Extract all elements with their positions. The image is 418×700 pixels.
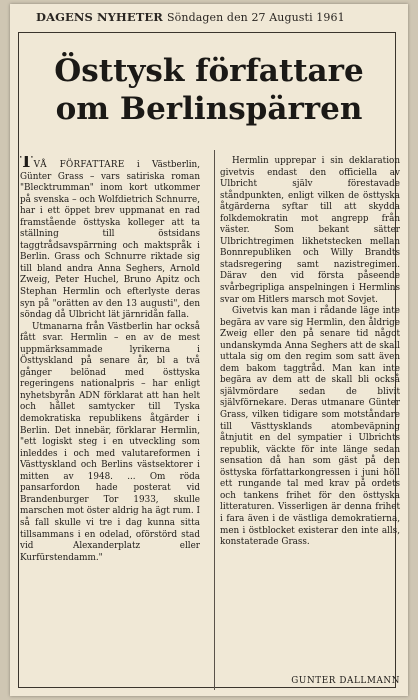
lead-in: VÅ FÖRFATTARE <box>33 160 125 170</box>
paragraph: Givetvis kan man i rådande läge inte begära av vare sig Hermlin, den åldrige Zweig eller den på senare tid något undanskymda Anna Seghers att de skall uttala sig om den regim som satt även dem bakom taggtråd. Man kan inte begära av dem att de skall bli också självmördare sedan de blivit självförnekare. Deras utmanare Günter Grass, vilken tidigare som motståndare till Västtysklands atombeväpning åtnjutit en del sympatier i Ulbrichts republik, väckte för inte länge sedan sensation då han som gäst på den östtyska författarkongressen i juni höll ett rungande tal med krav på ordets och tankens frihet för den östtyska litteraturen. Visserligen är denna frihet i fara även i de västliga demokratierna, men i östblocket existerar den inte alls, konstaterade Grass. <box>220 306 400 548</box>
issue-date: Söndagen den 27 Augusti 1961 <box>167 11 345 24</box>
drop-cap: T <box>20 156 33 172</box>
article-column-left <box>20 156 200 691</box>
headline-line-1: Östtysk författare <box>54 53 364 89</box>
column-divider <box>214 150 215 690</box>
paragraph-text: i Västberlin, Günter Grass – vars satiriska roman "Blecktrumman" inom kort utkommer på svenska – och Wolfdietrich Schnurre, har i ett öppet brev uppmanat en rad framstående östtyska kolleger att ta ställning till östsidans taggtrådsavspärrning och maktspråk i Berlin. Grass och Schnurre riktade sig till bland andra Anna Seghers, Arnold Zweig, Peter Huchel, Bruno Apitz och Stephan Hermlin och efterlyste deras syn på "orätten av den 13 augusti", den söndag då Ulbricht lät järnridån falla. <box>20 160 200 321</box>
paragraph: Hermlin upprepar i sin deklaration givetvis endast den officiella av Ulbricht själv förestavade ståndpunkten, enligt vilken de östtyska åtgärderna syftar till att skydda folkdemokratin mot angrepp från väster. Som bekant sätter Ulbrichtregimen likhetstecken mellan Bonnrepubliken och Willy Brandts stadsregering samt nazistregimen. Därav den vid första påseende svårbegripliga anspelningen i Hermlins svar om Hitlers marsch mot Sovjet. <box>220 156 400 305</box>
article-column-right <box>220 156 400 691</box>
newspaper-clipping <box>10 4 408 696</box>
dateline <box>36 10 386 28</box>
headline <box>32 52 386 128</box>
byline: GUNTER DALLMANN <box>291 676 400 686</box>
paragraph <box>20 156 200 322</box>
headline-line-2: om Berlinspärren <box>55 91 363 127</box>
paragraph: Utmanarna från Västberlin har också fått svar. Hermlin – en av de mest uppmärksammade lyrikerna i Östtyskland på senare år, bl a två gånger belönad med östtyska regeringens nationalpris – har enligt nyhetsbyrån ADN förklarat att han helt och hållet samtycker till Tyska demokratiska republikens åtgärder i Berlin. Det innebär, förklarar Hermlin, "ett logiskt steg i en utveckling som inleddes i och med valutareformen i Västtyskland och Berlins västsektorer i mitten av 1948. ... Om röda pansarfordon hade posterat vid Brandenburger Tor 1933, skulle marschen mot öster aldrig ha ägt rum. I så fall skulle vi tre i dag kunna sitta tillsammans i en odelad, oförstörd stad vid Alexanderplatz eller Kurfürstendamm." <box>20 321 200 563</box>
newspaper-name: DAGENS NYHETER <box>36 10 163 24</box>
